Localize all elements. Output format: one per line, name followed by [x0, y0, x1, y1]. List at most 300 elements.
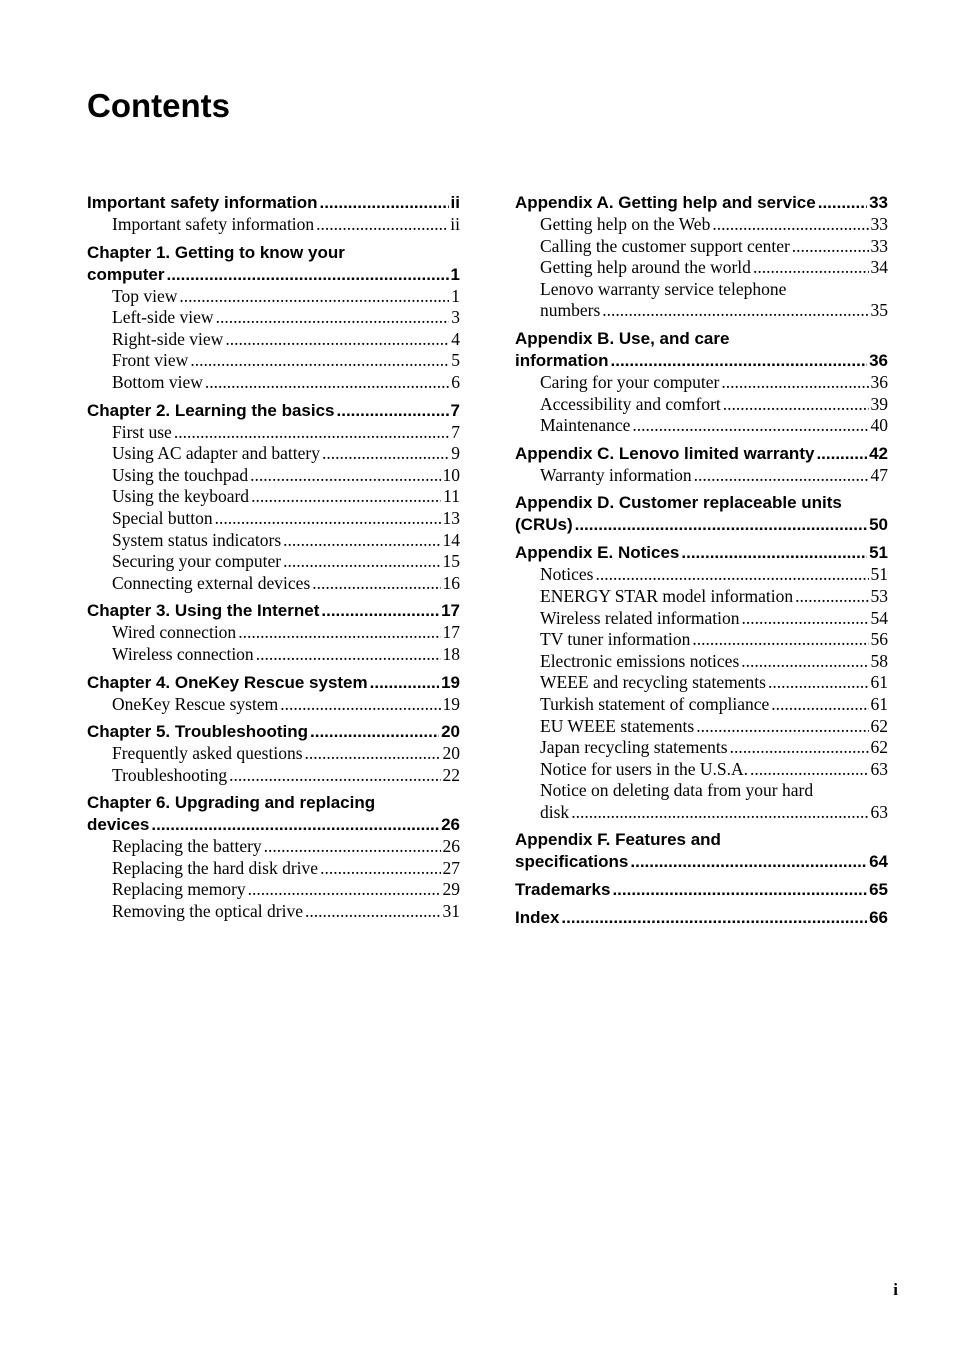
toc-subentry-link[interactable]	[515, 651, 888, 673]
toc-subentry-link[interactable]	[515, 394, 888, 416]
toc-chapter-link[interactable]	[87, 721, 460, 743]
toc-line	[112, 214, 460, 236]
toc-page-number: 11	[443, 486, 460, 507]
toc-page-number: 33	[870, 235, 888, 256]
dot-leader	[322, 443, 449, 465]
toc-entry-text: Wireless connection	[112, 643, 254, 664]
dot-leader	[264, 836, 441, 858]
toc-section	[515, 542, 888, 823]
dot-leader	[216, 307, 450, 329]
toc-page-number: 7	[450, 400, 460, 420]
dot-leader	[337, 400, 449, 422]
toc-line	[515, 829, 888, 851]
toc-page-number: 16	[442, 572, 460, 593]
dot-leader	[721, 372, 868, 394]
toc-entry-text: Wireless related information	[540, 607, 740, 628]
toc-section	[87, 192, 460, 236]
toc-entry-text: Maintenance	[540, 415, 631, 436]
dot-leader	[816, 443, 867, 465]
toc-chapter-link[interactable]	[87, 672, 460, 694]
toc-entry-text: Chapter 1. Getting to know your	[87, 242, 345, 262]
dot-leader	[612, 879, 867, 901]
toc-left-column	[87, 192, 460, 929]
toc-chapter-link[interactable]	[515, 542, 888, 564]
toc-chapter-link[interactable]	[87, 792, 460, 836]
dot-leader	[312, 573, 440, 595]
toc-entry-text: Connecting external devices	[112, 572, 311, 593]
dot-leader	[561, 907, 867, 929]
toc-page-number: 47	[870, 464, 888, 485]
toc-section	[515, 443, 888, 487]
toc-entry-text: Accessibility and comfort	[540, 393, 721, 414]
toc-chapter-link[interactable]	[87, 192, 460, 214]
toc-line	[515, 443, 888, 465]
toc-entry-text: Important safety information	[87, 193, 318, 212]
dot-leader	[575, 514, 867, 536]
toc-line	[87, 721, 460, 743]
toc-entry-text: computer	[87, 264, 165, 284]
dot-leader	[310, 721, 439, 743]
toc-entry-text: Using the touchpad	[112, 464, 249, 485]
toc-page-number: 26	[441, 815, 460, 835]
toc-page-number: ii	[450, 193, 460, 212]
toc-subentry-link[interactable]	[87, 858, 460, 880]
toc-page-number: 27	[442, 857, 460, 878]
toc-line	[540, 802, 888, 824]
toc-subentry-link[interactable]	[87, 307, 460, 329]
toc-section	[515, 328, 888, 437]
toc-line	[540, 629, 888, 651]
toc-page-number: 10	[442, 464, 460, 485]
toc-chapter-link[interactable]	[87, 242, 460, 286]
toc-subentry-link[interactable]	[87, 765, 460, 787]
dot-leader	[166, 264, 448, 286]
toc-page-number: 9	[451, 443, 460, 464]
toc-page-number: 36	[870, 371, 888, 392]
toc-line	[540, 415, 888, 437]
toc-entry-text: information	[515, 350, 609, 370]
toc-subentry-link[interactable]	[87, 286, 460, 308]
toc-page-number: 20	[442, 743, 460, 764]
toc-entry-text: Left-side view	[112, 307, 214, 328]
dot-leader	[370, 672, 439, 694]
toc-subentry-link[interactable]	[87, 422, 460, 444]
toc-right-column	[515, 192, 888, 935]
dot-leader	[248, 879, 441, 901]
toc-entry-text: disk	[540, 801, 570, 822]
toc-section	[87, 600, 460, 665]
toc-page-number: 1	[451, 285, 460, 306]
toc-line	[112, 486, 460, 508]
toc-page-number: 63	[870, 758, 888, 779]
toc-entry-text: Front view	[112, 350, 189, 371]
toc-subentry-link[interactable]	[515, 586, 888, 608]
toc-page-number: 53	[870, 585, 888, 606]
toc-chapter-link[interactable]	[515, 907, 888, 929]
toc-line	[112, 286, 460, 308]
toc-line	[515, 542, 888, 564]
dot-leader	[151, 814, 439, 836]
toc-page-number: 17	[442, 622, 460, 643]
toc-page-number: 61	[870, 693, 888, 714]
toc-line	[540, 279, 888, 301]
toc-entry-text: Appendix C. Lenovo limited warranty	[515, 443, 815, 463]
toc-section	[87, 672, 460, 716]
toc-line	[540, 651, 888, 673]
toc-chapter-link[interactable]	[515, 192, 888, 214]
toc-line	[540, 737, 888, 759]
toc-entry-text: Index	[515, 908, 560, 928]
toc-page-number: 26	[442, 836, 460, 857]
dot-leader	[712, 214, 868, 236]
toc-line	[112, 644, 460, 666]
toc-page-number: 40	[870, 415, 888, 436]
toc-line	[87, 814, 460, 836]
toc-line	[112, 765, 460, 787]
dot-leader	[795, 586, 868, 608]
toc-section	[87, 792, 460, 922]
toc-page-number: 63	[870, 801, 888, 822]
toc-page-number: 19	[441, 672, 460, 692]
dot-leader	[694, 465, 869, 487]
toc-line	[540, 586, 888, 608]
toc-line	[112, 622, 460, 644]
toc-entry-text: Appendix B. Use, and care	[515, 328, 730, 348]
toc-page-number: 42	[869, 443, 888, 463]
toc-subentry-link[interactable]	[87, 508, 460, 530]
dot-leader	[571, 802, 868, 824]
dot-leader	[316, 214, 448, 236]
toc-line	[112, 422, 460, 444]
toc-page-number: 62	[870, 715, 888, 736]
toc-page-number: 58	[870, 650, 888, 671]
toc-entry-text: Getting help on the Web	[540, 214, 711, 234]
toc-line	[515, 879, 888, 901]
toc-entry-text: Japan recycling statements	[540, 737, 728, 758]
toc-line	[112, 350, 460, 372]
toc-page-number: 54	[870, 607, 888, 628]
toc-chapter-link[interactable]	[515, 443, 888, 465]
dot-leader	[319, 192, 448, 214]
toc-section	[515, 879, 888, 901]
dot-leader	[696, 716, 868, 738]
toc-subentry-link[interactable]	[515, 564, 888, 586]
toc-entry-text: Lenovo warranty service telephone	[540, 278, 787, 299]
dot-leader	[792, 236, 869, 258]
toc-page-number: 31	[442, 901, 460, 922]
toc-section	[515, 907, 888, 929]
dot-leader	[723, 394, 869, 416]
toc-line	[540, 236, 888, 258]
toc-entry-text: Caring for your computer	[540, 371, 720, 392]
dot-leader	[630, 851, 867, 873]
toc-line	[112, 551, 460, 573]
toc-section	[87, 400, 460, 595]
toc-page-number: 50	[869, 515, 888, 535]
toc-entry-text: ENERGY STAR model information	[540, 585, 794, 606]
dot-leader	[692, 629, 868, 651]
toc-subentry-link[interactable]	[515, 465, 888, 487]
toc-entry-text: WEEE and recycling statements	[540, 672, 766, 693]
toc-subentry-link[interactable]	[87, 836, 460, 858]
toc-line	[515, 514, 888, 536]
toc-page-number: 17	[441, 601, 460, 621]
toc-page-number: 51	[869, 543, 888, 563]
toc-subentry-link[interactable]	[87, 573, 460, 595]
toc-page-number: 19	[442, 693, 460, 714]
toc-entry-text: (CRUs)	[515, 515, 573, 535]
toc-page-number: 35	[870, 300, 888, 321]
toc-subentry-link[interactable]	[515, 279, 888, 322]
toc-section	[87, 721, 460, 786]
toc-chapter-link[interactable]	[515, 879, 888, 901]
toc-page-number: ii	[450, 214, 460, 234]
dot-leader	[174, 422, 449, 444]
toc-entry-text: Important safety information	[112, 214, 315, 234]
toc-line	[540, 372, 888, 394]
toc-entry-text: Warranty information	[540, 464, 692, 485]
toc-line	[112, 573, 460, 595]
page-number: i	[893, 1280, 898, 1299]
toc-page-number: 33	[869, 193, 888, 212]
toc-line	[87, 242, 460, 264]
toc-line	[112, 329, 460, 351]
toc-entry-text: Appendix A. Getting help and service	[515, 193, 816, 212]
dot-leader	[742, 608, 869, 630]
toc-chapter-link[interactable]	[515, 492, 888, 536]
toc-line	[87, 672, 460, 694]
dot-leader	[250, 465, 440, 487]
toc-entry-text: Notice for users in the U.S.A.	[540, 758, 749, 779]
toc-subentry-link[interactable]	[515, 608, 888, 630]
toc-chapter-link[interactable]	[515, 328, 888, 372]
toc-entry-text: Trademarks	[515, 880, 611, 900]
dot-leader	[238, 622, 440, 644]
toc-line	[112, 530, 460, 552]
toc-entry-text: Removing the optical drive	[112, 901, 303, 922]
toc-chapter-link[interactable]	[515, 829, 888, 873]
toc-subentry-link[interactable]	[515, 780, 888, 823]
toc-subentry-link[interactable]	[87, 743, 460, 765]
toc-subentry-link[interactable]	[515, 737, 888, 759]
dot-leader	[602, 300, 868, 322]
toc-page-number: 5	[451, 350, 460, 371]
dot-leader	[320, 858, 440, 880]
toc-line	[87, 264, 460, 286]
toc-line	[112, 372, 460, 394]
dot-leader	[190, 350, 449, 372]
toc-entry-text: Chapter 4. OneKey Rescue system	[87, 672, 368, 692]
toc-entry-text: Replacing the battery	[112, 836, 262, 857]
toc-entry-text: Chapter 5. Troubleshooting	[87, 722, 309, 742]
toc-entry-text: Special button	[112, 507, 213, 528]
dot-leader	[256, 644, 441, 666]
toc-line	[540, 694, 888, 716]
toc-entry-text: Replacing the hard disk drive	[112, 857, 319, 878]
toc-entry-text: Turkish statement of compliance	[540, 693, 770, 714]
toc-entry-text: System status indicators	[112, 529, 282, 550]
toc-subentry-link[interactable]	[87, 465, 460, 487]
toc-page-number: 39	[870, 393, 888, 414]
toc-entry-text: Electronic emissions notices	[540, 650, 740, 671]
toc-subentry-link[interactable]	[515, 257, 888, 279]
dot-leader	[741, 651, 868, 673]
toc-subentry-link[interactable]	[87, 694, 460, 716]
toc-line	[112, 307, 460, 329]
toc-page-number: 61	[870, 672, 888, 693]
toc-page-number: 51	[870, 564, 888, 585]
toc-subentry-link[interactable]	[87, 879, 460, 901]
toc-chapter-link[interactable]	[87, 400, 460, 422]
dot-leader	[179, 286, 449, 308]
toc-line	[112, 508, 460, 530]
dot-leader	[595, 564, 868, 586]
dot-leader	[753, 257, 869, 279]
toc-page-number: 62	[870, 737, 888, 758]
toc-line	[540, 465, 888, 487]
toc-line	[540, 672, 888, 694]
toc-subentry-link[interactable]	[515, 415, 888, 437]
toc-entry-text: devices	[87, 815, 150, 835]
toc-entry-text: First use	[112, 421, 172, 442]
toc-subentry-link[interactable]	[515, 672, 888, 694]
toc-subentry-link[interactable]	[515, 372, 888, 394]
toc-page-number: 6	[451, 371, 460, 392]
toc-entry-text: Appendix E. Notices	[515, 543, 680, 563]
toc-page-number: 65	[869, 880, 888, 900]
page-title: Contents	[87, 87, 230, 124]
toc-subentry-link[interactable]	[87, 372, 460, 394]
toc-subentry-link[interactable]	[87, 551, 460, 573]
toc-page-number: 3	[451, 307, 460, 328]
toc-page-number: 64	[869, 852, 888, 872]
toc-subentry-link[interactable]	[87, 486, 460, 508]
dot-leader	[771, 694, 868, 716]
toc-line	[540, 300, 888, 322]
toc-subentry-link[interactable]	[87, 530, 460, 552]
dot-leader	[818, 192, 867, 214]
dot-leader	[750, 759, 868, 781]
toc-line	[540, 394, 888, 416]
toc-line	[112, 879, 460, 901]
toc-entry-text: Securing your computer	[112, 551, 282, 572]
toc-line	[540, 759, 888, 781]
toc-line	[515, 328, 888, 350]
toc-subentry-link[interactable]	[87, 214, 460, 236]
dot-leader	[283, 551, 440, 573]
toc-subentry-link[interactable]	[515, 214, 888, 236]
toc-page-number: 15	[442, 551, 460, 572]
toc-subentry-link[interactable]	[87, 329, 460, 351]
toc-subentry-link[interactable]	[87, 622, 460, 644]
toc-page-number: 4	[451, 328, 460, 349]
dot-leader	[681, 542, 867, 564]
toc-entry-text: Getting help around the world	[540, 257, 751, 278]
toc-line	[540, 564, 888, 586]
toc-chapter-link[interactable]	[87, 600, 460, 622]
toc-line	[112, 743, 460, 765]
toc-entry-text: Troubleshooting	[112, 764, 228, 785]
toc-entry-text: Using the keyboard	[112, 486, 250, 507]
dot-leader	[305, 901, 441, 923]
toc-page-number: 20	[441, 722, 460, 742]
toc-line	[112, 694, 460, 716]
toc-entry-text: EU WEEE statements	[540, 715, 695, 736]
toc-entry-text: Using AC adapter and battery	[112, 443, 321, 464]
toc-line	[515, 492, 888, 514]
toc-page-number: 18	[442, 643, 460, 664]
dot-leader	[632, 415, 868, 437]
toc-line	[112, 901, 460, 923]
toc-line	[112, 858, 460, 880]
toc-line	[87, 400, 460, 422]
toc-entry-text: TV tuner information	[540, 629, 691, 650]
toc-entry-text: Bottom view	[112, 371, 203, 392]
toc-section	[87, 242, 460, 394]
dot-leader	[321, 600, 439, 622]
toc-entry-text: Replacing memory	[112, 879, 246, 900]
toc-line	[112, 836, 460, 858]
toc-page-number: 14	[442, 529, 460, 550]
toc-subentry-link[interactable]	[87, 901, 460, 923]
toc-page-number: 33	[870, 214, 888, 234]
dot-leader	[215, 508, 441, 530]
toc-line	[515, 350, 888, 372]
dot-leader	[229, 765, 440, 787]
toc-page-number: 13	[442, 507, 460, 528]
toc-page-number: 56	[870, 629, 888, 650]
toc-entry-text: OneKey Rescue system	[112, 693, 279, 714]
toc-line	[87, 192, 460, 214]
toc-subentry-link[interactable]	[515, 759, 888, 781]
toc-section	[515, 192, 888, 322]
toc-entry-text: Right-side view	[112, 328, 224, 349]
toc-entry-text: Chapter 3. Using the Internet	[87, 601, 320, 621]
dot-leader	[251, 486, 441, 508]
toc-line	[112, 465, 460, 487]
toc-line	[112, 443, 460, 465]
toc-line	[515, 192, 888, 214]
toc-section	[515, 829, 888, 873]
toc-line	[515, 907, 888, 929]
toc-subentry-link[interactable]	[515, 629, 888, 651]
toc-page-number: 36	[869, 350, 888, 370]
toc-subentry-link[interactable]	[87, 350, 460, 372]
toc-entry-text: numbers	[540, 300, 601, 321]
toc-page-number: 1	[450, 264, 460, 284]
toc-subentry-link[interactable]	[515, 716, 888, 738]
toc-subentry-link[interactable]	[515, 236, 888, 258]
dot-leader	[205, 372, 449, 394]
dot-leader	[283, 530, 440, 552]
dot-leader	[280, 694, 440, 716]
dot-leader	[611, 350, 868, 372]
toc-entry-text: Frequently asked questions	[112, 743, 303, 764]
toc-entry-text: Chapter 2. Learning the basics	[87, 400, 335, 420]
toc-entry-text: Appendix D. Customer replaceable units	[515, 493, 842, 513]
toc-page-number: 29	[442, 879, 460, 900]
dot-leader	[305, 743, 441, 765]
toc-page-number: 22	[442, 764, 460, 785]
toc-line	[515, 851, 888, 873]
toc-subentry-link[interactable]	[515, 694, 888, 716]
toc-page-number: 7	[451, 421, 460, 442]
toc-subentry-link[interactable]	[87, 443, 460, 465]
toc-subentry-link[interactable]	[87, 644, 460, 666]
dot-leader	[768, 672, 869, 694]
toc-line	[540, 716, 888, 738]
toc-line	[540, 214, 888, 236]
